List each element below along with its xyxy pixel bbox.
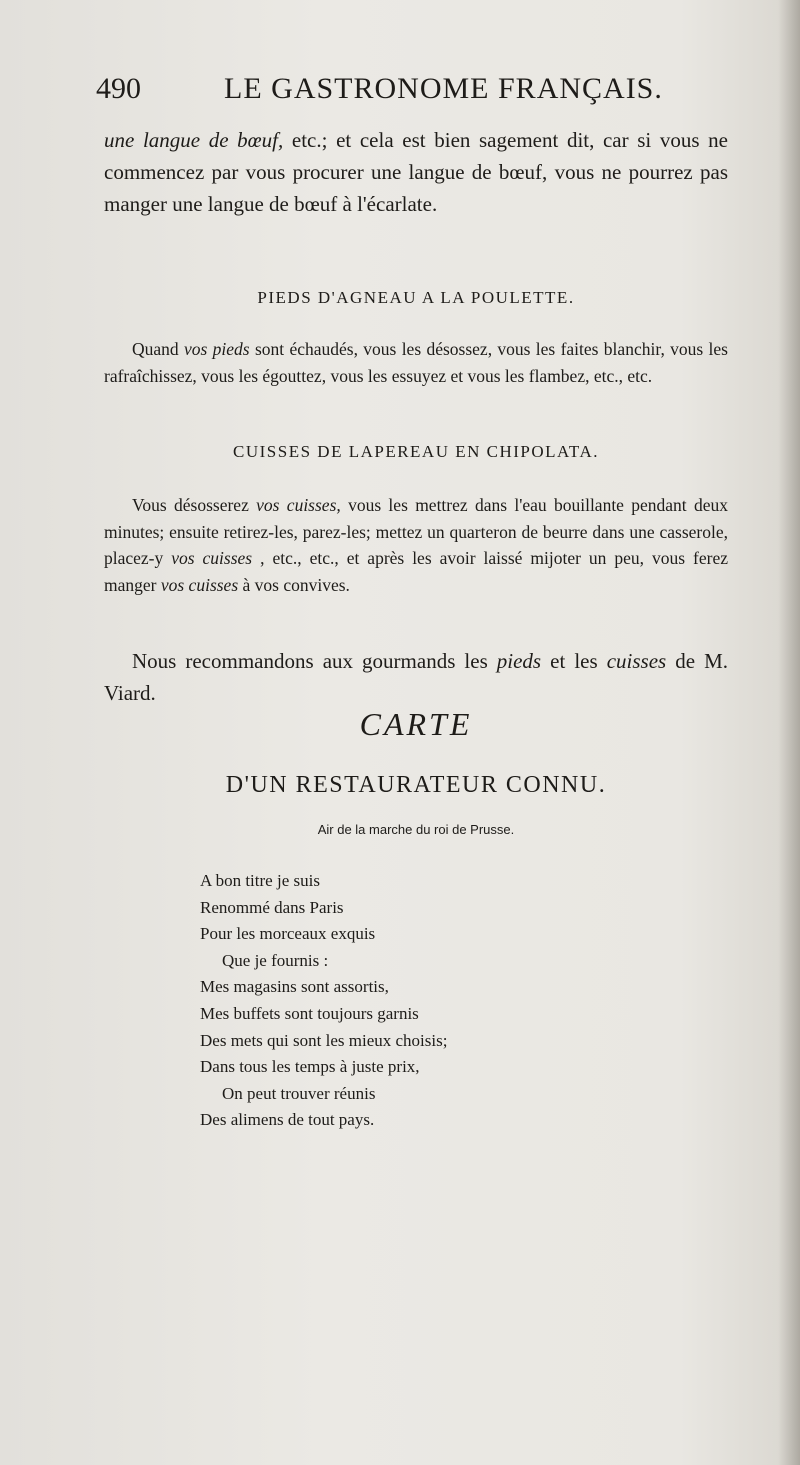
- page-header: [96, 72, 716, 116]
- page-number: 490: [96, 72, 141, 105]
- verse-line: Mes magasins sont assortis,: [200, 977, 389, 997]
- verse-line: Renommé dans Paris: [200, 897, 344, 917]
- verse-block: [200, 868, 720, 1134]
- text-run: Quand: [132, 339, 184, 359]
- italic-run: cuisses: [606, 649, 667, 673]
- page-gutter-shadow: [778, 0, 800, 1465]
- section-paragraph-pieds: [104, 336, 728, 389]
- text-run: Nous recommandons aux gourmands les: [132, 649, 497, 673]
- italic-run: vos cuisses,: [256, 495, 341, 515]
- intro-paragraph: [104, 124, 728, 220]
- text-run: de M. Viard.: [104, 649, 729, 705]
- intro-italic: une langue de bœuf,: [104, 128, 284, 152]
- text-run: Vous désosserez: [132, 495, 257, 515]
- italic-run: vos cuisses: [171, 548, 253, 568]
- verse-line: Des mets qui sont les mieux choisis;: [200, 1030, 448, 1050]
- verse-line: A bon titre je suis: [200, 871, 320, 890]
- section-title-pieds: PIEDS D'AGNEAU A LA POULETTE.: [257, 288, 575, 307]
- verse-line: Que je fournis :: [222, 950, 329, 970]
- section-paragraph-cuisses: [104, 492, 728, 598]
- section-title-cuisses: CUISSES DE LAPEREAU EN CHIPOLATA.: [233, 442, 599, 461]
- italic-run: pieds: [496, 649, 542, 673]
- text-run: vous les mettrez dans l'eau bouillante pendant deux minutes; ensuite retirez-les, parez-les; mettez un quarteron de beurre dans une casserole, placez-y: [104, 495, 728, 568]
- carte-title: CARTE: [359, 706, 473, 742]
- verse-line: Pour les morceaux exquis: [200, 924, 376, 944]
- verse-line: Des alimens de tout pays.: [200, 1110, 375, 1130]
- text-run: et les: [541, 649, 607, 673]
- italic-run: vos pieds: [184, 339, 250, 359]
- verse-line: Mes buffets sont toujours garnis: [200, 1003, 419, 1023]
- text-run: , etc., etc., et après les avoir laissé mijoter un peu, vous ferez manger: [104, 548, 728, 595]
- intro-text: etc.; et cela est bien sagement dit, car si vous ne commencez par vous procurer une langue de bœuf, vous ne pourrez pas manger une langue de bœuf à l'écarlate.: [104, 128, 728, 216]
- italic-run: vos cuisses: [160, 574, 239, 595]
- text-run: sont échaudés, vous les désossez, vous les faites blanchir, vous les rafraîchissez, vous les égouttez, vous les essuyez et vous les flambez, etc., etc.: [104, 339, 728, 386]
- running-head: LE GASTRONOME FRANÇAIS.: [224, 72, 663, 105]
- verse-line: Dans tous les temps à juste prix,: [200, 1057, 420, 1077]
- carte-subtitle: D'UN RESTAURATEUR CONNU.: [225, 772, 607, 798]
- verse-line: On peut trouver réunis: [222, 1083, 376, 1103]
- air-subtitle: Air de la marche du roi de Prusse.: [317, 822, 515, 837]
- text-run: à vos convives.: [238, 574, 350, 595]
- recommend-paragraph: [104, 645, 728, 709]
